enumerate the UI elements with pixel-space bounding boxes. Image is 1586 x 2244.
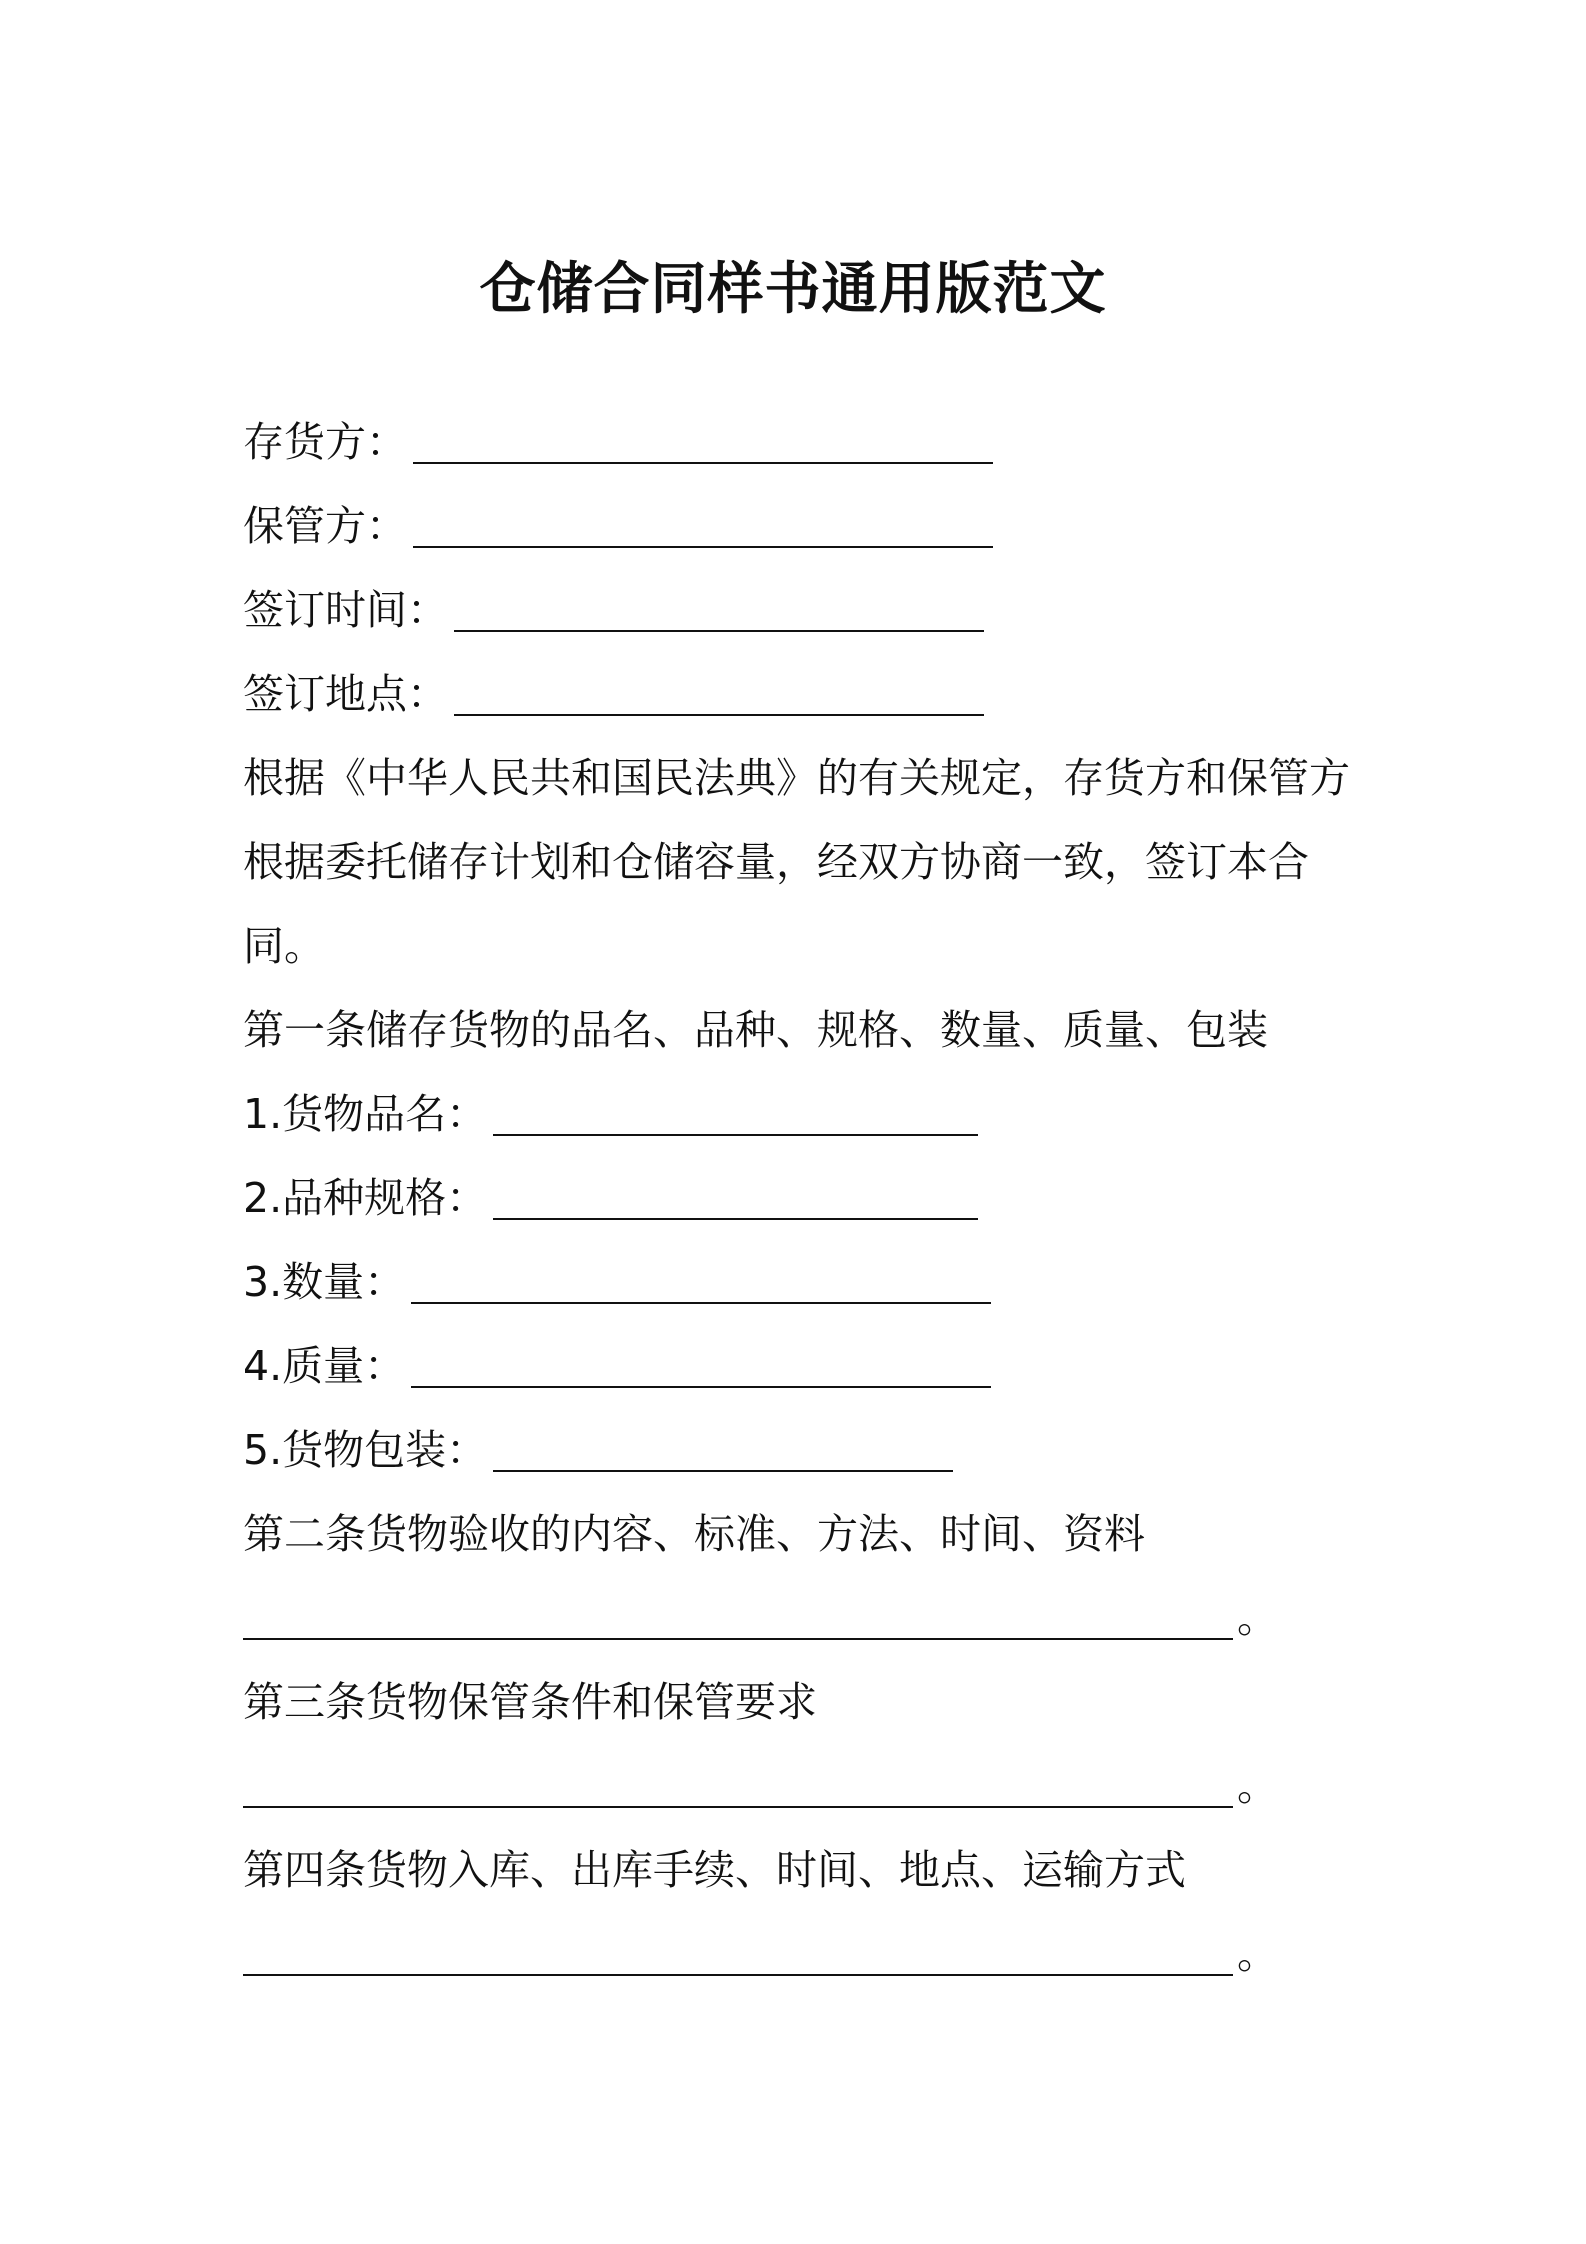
goods-quantity-field — [243, 1240, 1363, 1324]
field-label: 4.质量： — [243, 1342, 406, 1390]
end-mark: 。 — [1237, 1762, 1278, 1810]
fill-blank[interactable] — [413, 432, 993, 464]
fill-blank[interactable] — [493, 1440, 953, 1472]
field-label: 签订地点： — [243, 670, 448, 718]
field-sign-place — [243, 652, 1363, 736]
preamble-paragraph: 根据《中华人民共和国民法典》的有关规定，存货方和保管方根据委托储存计划和仓储容量，经双方协商一致，签订本合同。 — [243, 754, 1350, 970]
fill-blank[interactable] — [243, 1944, 1233, 1976]
fill-blank[interactable] — [243, 1608, 1233, 1640]
fill-blank[interactable] — [454, 600, 984, 632]
fill-blank[interactable] — [413, 516, 993, 548]
goods-spec-field — [243, 1156, 1363, 1240]
document-title: 仓储合同样书通用版范文 — [479, 257, 1107, 322]
field-depositor — [243, 400, 1363, 484]
fill-blank[interactable] — [411, 1272, 991, 1304]
fill-blank[interactable] — [454, 684, 984, 716]
contract-body — [243, 400, 1363, 1996]
field-custodian — [243, 484, 1363, 568]
field-label: 3.数量： — [243, 1258, 406, 1306]
article-1-heading: 第一条储存货物的品名、品种、规格、数量、质量、包装 — [243, 1006, 1268, 1054]
article-2-fill-line — [243, 1576, 1363, 1660]
fill-blank[interactable] — [411, 1356, 991, 1388]
field-label: 5.货物包装： — [243, 1426, 488, 1474]
goods-packaging-field — [243, 1408, 1363, 1492]
article-3-fill-line — [243, 1744, 1363, 1828]
fill-blank[interactable] — [493, 1188, 978, 1220]
end-mark: 。 — [1237, 1930, 1278, 1978]
goods-name-field — [243, 1072, 1363, 1156]
article-4-heading: 第四条货物入库、出库手续、时间、地点、运输方式 — [243, 1846, 1186, 1894]
article-3-heading: 第三条货物保管条件和保管要求 — [243, 1678, 817, 1726]
field-sign-date — [243, 568, 1363, 652]
fill-blank[interactable] — [493, 1104, 978, 1136]
fill-blank[interactable] — [243, 1776, 1233, 1808]
field-label: 保管方： — [243, 502, 407, 550]
field-label: 2.品种规格： — [243, 1174, 488, 1222]
end-mark: 。 — [1237, 1594, 1278, 1642]
field-label: 签订时间： — [243, 586, 448, 634]
field-label: 1.货物品名： — [243, 1090, 488, 1138]
article-2-heading: 第二条货物验收的内容、标准、方法、时间、资料 — [243, 1510, 1145, 1558]
goods-quality-field — [243, 1324, 1363, 1408]
article-4-fill-line — [243, 1912, 1363, 1996]
field-label: 存货方： — [243, 418, 407, 466]
